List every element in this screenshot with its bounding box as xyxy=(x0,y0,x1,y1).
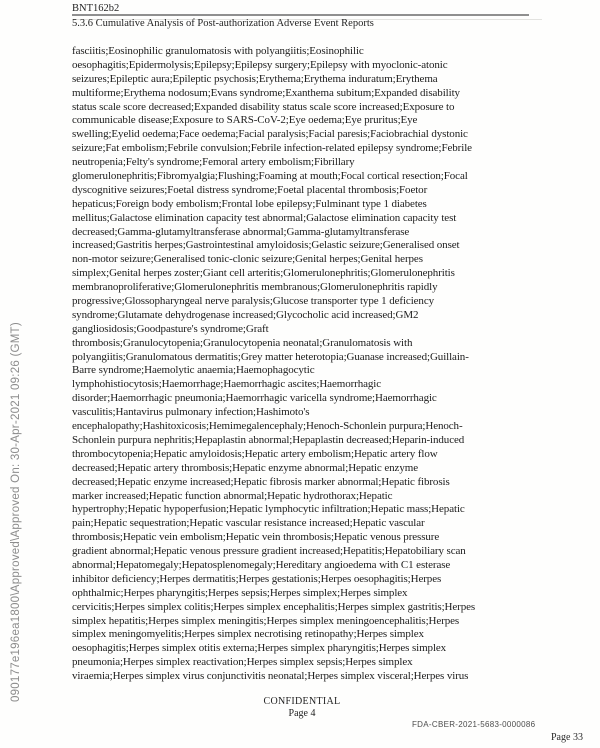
body-text-line: glomerulonephritis;Fibromyalgia;Flushing;Foaming at mouth;Focal cortical resection;Focal xyxy=(72,170,468,183)
internal-page-label: Page 4 xyxy=(288,708,316,719)
body-text-line: progressive;Glossopharyngeal nerve paralysis;Glucose transporter type 1 deficiency xyxy=(72,295,435,308)
body-text-line: simplex;Genital herpes zoster;Giant cell arteritis;Glomerulonephritis;Glomerulonephritis xyxy=(72,267,455,280)
body-text-line: swelling;Eyelid oedema;Face oedema;Facial paralysis;Facial paresis;Faciobrachial dystonic xyxy=(72,128,468,141)
body-text-line: pain;Hepatic sequestration;Hepatic vascular resistance increased;Hepatic vascular xyxy=(72,517,425,530)
approval-watermark: 090177e196ea1800\Approved\Approved On: 30-Apr-2021 09:26 (GMT) xyxy=(10,322,22,702)
body-text-line: syndrome;Glutamate dehydrogenase increased;Glycocholic acid increased;GM2 xyxy=(72,308,419,321)
body-text-line: encephalopathy;Hashitoxicosis;Hemimegalencephaly;Henoch-Schonlein purpura;Henoch- xyxy=(72,420,463,433)
section-title: 5.3.6 Cumulative Analysis of Post-authorization Adverse Event Reports xyxy=(72,18,374,29)
body-text-line: simplex hepatitis;Herpes simplex meningitis;Herpes simplex meningoencephalitis;Herpes xyxy=(72,614,460,627)
body-text-line: oesophagitis;Herpes simplex otitis externa;Herpes simplex pharyngitis;Herpes simplex xyxy=(72,642,447,655)
body-text-line: thrombocytopenia;Hepatic amyloidosis;Hepatic artery embolism;Hepatic artery flow xyxy=(72,447,438,460)
body-text-line: seizures;Epileptic aura;Epileptic psychosis;Erythema;Erythema induratum;Erythema xyxy=(72,72,438,85)
body-text-line: multiforme;Erythema nodosum;Evans syndrome;Exanthema subitum;Expanded disability xyxy=(72,86,460,99)
body-text-line: hepaticus;Foreign body embolism;Frontal lobe epilepsy;Fulminant type 1 diabetes xyxy=(72,197,427,210)
body-text-line: vasculitis;Hantavirus pulmonary infection;Hashimoto's xyxy=(72,406,310,419)
document-code: BNT162b2 xyxy=(72,3,120,14)
body-text-line: non-motor seizure;Generalised tonic-clonic seizure;Genital herpes;Genital herpes xyxy=(72,253,423,266)
body-text-line: thrombosis;Hepatic vein embolism;Hepatic vein thrombosis;Hepatic venous pressure xyxy=(72,531,440,544)
body-text-line: marker increased;Hepatic function abnormal;Hepatic hydrothorax;Hepatic xyxy=(72,489,393,502)
body-text-line: status scale score decreased;Expanded disability status scale score increased;Exposure to xyxy=(72,100,455,113)
body-text-line: seizure;Fat embolism;Febrile convulsion;Febrile infection-related epilepsy syndrome;Febrile xyxy=(72,142,472,155)
body-text-line: communicable disease;Exposure to SARS-CoV-2;Eye oedema;Eye pruritus;Eye xyxy=(72,114,418,127)
body-text-line: disorder;Haemorrhagic pneumonia;Haemorrhagic varicella syndrome;Haemorrhagic xyxy=(72,392,437,405)
body-text-line: lymphohistiocytosis;Haemorrhage;Haemorrhagic ascites;Haemorrhagic xyxy=(72,378,382,391)
body-text-line: pneumonia;Herpes simplex reactivation;Herpes simplex sepsis;Herpes simplex xyxy=(72,656,413,669)
body-text-line: gradient abnormal;Hepatic venous pressure gradient increased;Hepatitis;Hepatobiliary scan xyxy=(72,545,466,558)
body-text-line: cervicitis;Herpes simplex colitis;Herpes simplex encephalitis;Herpes simplex gastritis;Herpes xyxy=(72,600,476,613)
header-divider xyxy=(72,14,529,16)
body-text-line: mellitus;Galactose elimination capacity test abnormal;Galactose elimination capacity test xyxy=(72,211,457,224)
body-text-line: dyscognitive seizures;Foetal distress syndrome;Foetal placental thrombosis;Foetor xyxy=(72,183,428,196)
body-text-line: inhibitor deficiency;Herpes dermatitis;Herpes gestationis;Herpes oesophagitis;Herpes xyxy=(72,572,442,585)
page-number: Page 33 xyxy=(551,732,583,743)
body-text-line: membranoproliferative;Glomerulonephritis membranous;Glomerulonephritis rapidly xyxy=(72,281,438,294)
body-text-line: gangliosidosis;Goodpasture's syndrome;Graft xyxy=(72,322,269,335)
body-text-line: decreased;Gamma-glutamyltransferase abnormal;Gamma-glutamyltransferase xyxy=(72,225,410,238)
body-text-line: thrombosis;Granulocytopenia;Granulocytopenia neonatal;Granulomatosis with xyxy=(72,336,413,349)
body-text-line: Barre syndrome;Haemolytic anaemia;Haemophagocytic xyxy=(72,364,315,377)
confidential-label: CONFIDENTIAL xyxy=(263,696,341,707)
body-text-line: simplex meningomyelitis;Herpes simplex necrotising retinopathy;Herpes simplex xyxy=(72,628,424,641)
body-text-line: polyangiitis;Granulomatous dermatitis;Grey matter heterotopia;Guanase increased;Guillain- xyxy=(72,350,469,363)
body-text-line: increased;Gastritis herpes;Gastrointestinal amyloidosis;Gelastic seizure;Generalised onset xyxy=(72,239,460,252)
body-text-line: Schonlein purpura nephritis;Hepaplastin abnormal;Hepaplastin decreased;Heparin-induced xyxy=(72,433,465,446)
adverse-events-text xyxy=(72,45,552,684)
body-text-line: decreased;Hepatic enzyme increased;Hepatic fibrosis marker abnormal;Hepatic fibrosis xyxy=(72,475,450,488)
body-text-line: fasciitis;Eosinophilic granulomatosis with polyangiitis;Eosinophilic xyxy=(72,45,364,57)
fda-document-stamp: FDA-CBER-2021-5683-0000086 xyxy=(412,720,536,729)
body-text-line: oesophagitis;Epidermolysis;Epilepsy;Epilepsy surgery;Epilepsy with myoclonic-atonic xyxy=(72,58,448,71)
body-text-line: viraemia;Herpes simplex virus conjunctivitis neonatal;Herpes simplex visceral;Herpes virus xyxy=(72,670,469,683)
body-text-line: decreased;Hepatic artery thrombosis;Hepatic enzyme abnormal;Hepatic enzyme xyxy=(72,461,418,474)
body-text-line: neutropenia;Felty's syndrome;Femoral artery embolism;Fibrillary xyxy=(72,156,355,169)
body-text-line: abnormal;Hepatomegaly;Hepatosplenomegaly;Hereditary angioedema with C1 esterase xyxy=(72,558,451,571)
body-text-line: ophthalmic;Herpes pharyngitis;Herpes sepsis;Herpes simplex;Herpes simplex xyxy=(72,586,408,599)
body-text-line: hypertrophy;Hepatic hypoperfusion;Hepatic lymphocytic infiltration;Hepatic mass;Hepatic xyxy=(72,503,465,516)
